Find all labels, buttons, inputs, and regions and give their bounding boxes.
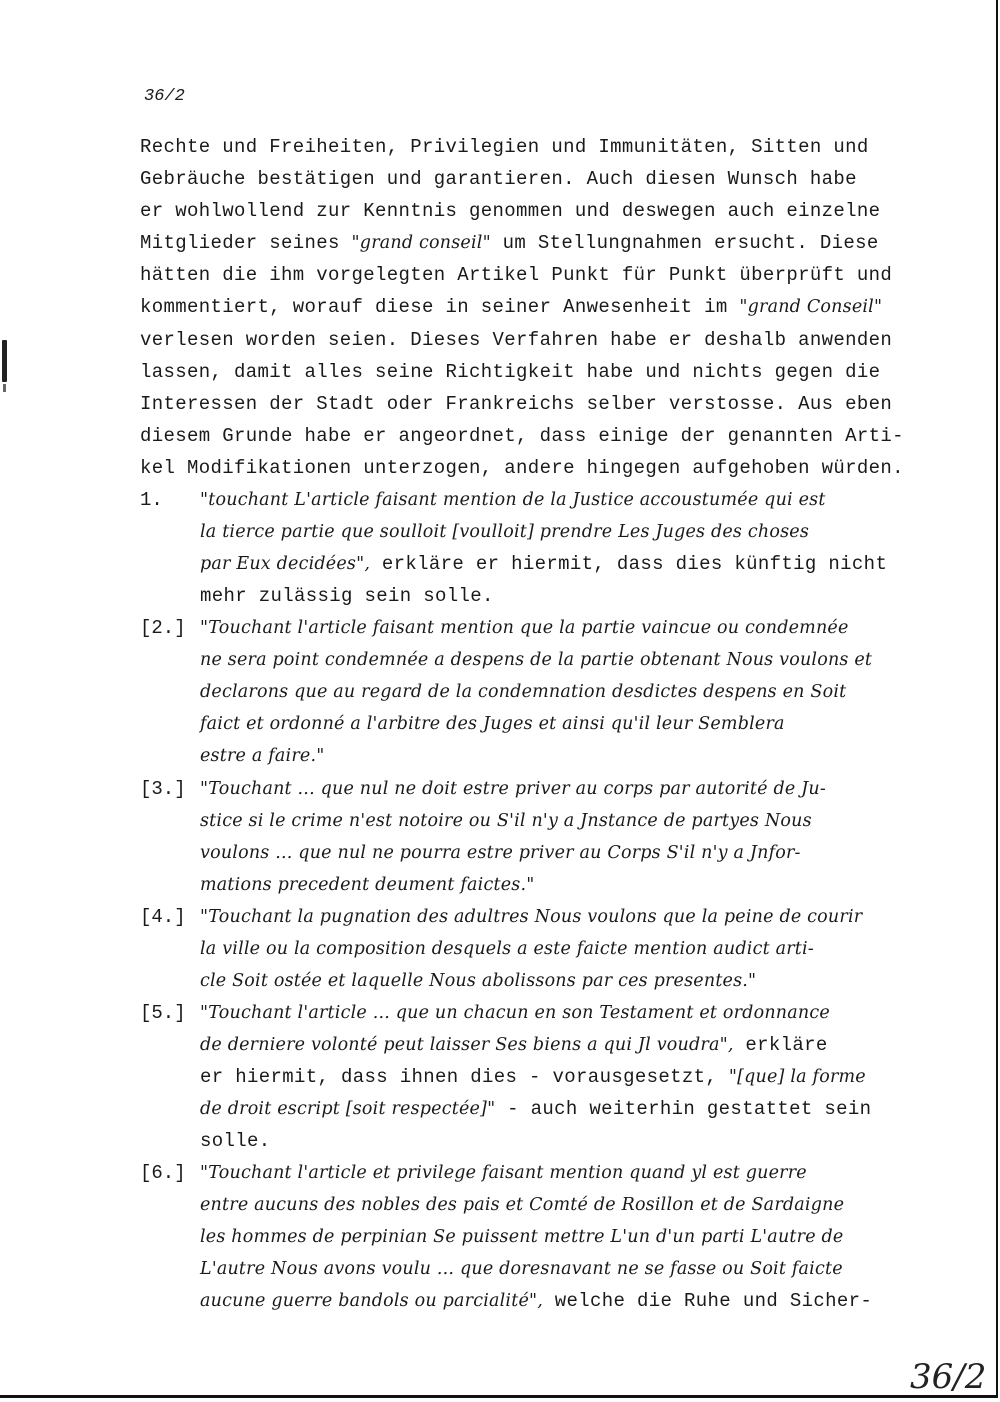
item-number: [3.] (140, 778, 186, 800)
text-line: kel Modifikationen unterzogen, andere hingegen aufgehoben würden. (140, 457, 904, 479)
text-line: Rechte und Freiheiten, Privilegien und Immunitäten, Sitten und (140, 136, 869, 158)
quote-french: "grand conseil" (351, 233, 491, 253)
handwritten-page-number: 36/2 (910, 1357, 987, 1397)
item-line (200, 1290, 872, 1312)
item-line (200, 1066, 866, 1088)
quote-french: "[que] la forme (728, 1067, 866, 1087)
item-number: [5.] (140, 1002, 186, 1024)
text-line: Gebräuche bestätigen und garantieren. Auch diesen Wunsch habe (140, 168, 857, 190)
item-number: 1. (140, 489, 163, 511)
item-line: entre aucuns des nobles des pais et Comté de Rosillon et de Sardaigne (200, 1195, 845, 1215)
item-line: stice si le crime n'est notoire ou S'il n'y a Jnstance de partyes Nous (200, 811, 812, 831)
item-line: voulons ... que nul ne pourra estre priver au Corps S'il n'y a Jnfor- (200, 843, 801, 863)
item-line: la tierce partie que soulloit [voulloit] prendre Les Juges des choses (200, 522, 810, 542)
item-number: [2.] (140, 617, 186, 639)
text-segment: welche die Ruhe und Sicher- (543, 1290, 873, 1312)
text-line: er wohlwollend zur Kenntnis genommen und deswegen auch einzelne (140, 200, 881, 222)
item-line: les hommes de perpinian Se puissent mettre L'un d'un parti L'autre de (200, 1227, 844, 1247)
quote-french: aucune guerre bandols ou parcialité", (200, 1291, 544, 1311)
item-line: mations precedent deument faictes." (200, 875, 535, 895)
item-number: [6.] (140, 1162, 186, 1184)
text-line: verlesen worden seien. Dieses Verfahren habe er deshalb anwenden (140, 329, 893, 351)
item-line: "Touchant la pugnation des adultres Nous voulons que la peine de courir (200, 907, 863, 927)
item-line: estre a faire." (200, 746, 325, 766)
quote-french: de droit escript [soit respectée]" (200, 1099, 496, 1119)
text-segment: erkläre er hiermit, dass dies künftig nicht (370, 553, 888, 575)
text-segment: um Stellungnahmen ersucht. Diese (490, 232, 879, 254)
text-line: diesem Grunde habe er angeordnet, dass einige der genannten Arti- (140, 425, 904, 447)
item-line: "touchant L'article faisant mention de la Justice accoustumée qui est (200, 490, 826, 510)
text-segment: - auch weiterhin gestattet sein (495, 1098, 872, 1120)
item-line (200, 1034, 828, 1056)
text-segment: er hiermit, dass ihnen dies - vorausgesetzt, (200, 1066, 729, 1088)
text-line: lassen, damit alles seine Richtigkeit habe und nichts gegen die (140, 361, 881, 383)
item-number: [4.] (140, 906, 186, 928)
text-segment: kommentiert, worauf diese in seiner Anwesenheit im (140, 296, 740, 318)
item-line: "Touchant ... que nul ne doit estre priver au corps par autorité de Ju- (200, 779, 826, 799)
item-line: "Touchant l'article ... que un chacun en son Testament et ordonnance (200, 1003, 830, 1023)
item-line: "Touchant l'article et privilege faisant mention quand yl est guerre (200, 1163, 807, 1183)
page-number: 36/2 (144, 87, 185, 106)
item-line: mehr zulässig sein solle. (200, 585, 494, 607)
item-line (200, 1098, 871, 1120)
item-line: faict et ordonné a l'arbitre des Juges et ainsi qu'il leur Semblera (200, 714, 785, 734)
scan-edge-mark (2, 340, 7, 382)
item-line (200, 553, 887, 575)
item-line: "Touchant l'article faisant mention que la partie vaincue ou condemnée (200, 618, 849, 638)
text-line (140, 232, 879, 254)
quote-french: de derniere volonté peut laisser Ses biens a qui Jl voudra", (200, 1035, 734, 1055)
item-line: L'autre Nous avons voulu ... que doresnavant ne se fasse ou Soit faicte (200, 1259, 843, 1279)
item-line: solle. (200, 1130, 271, 1152)
item-line: cle Soit ostée et laquelle Nous abolissons par ces presentes." (200, 971, 757, 991)
text-segment: erkläre (733, 1034, 828, 1056)
text-line (140, 296, 882, 318)
item-line: la ville ou la composition desquels a este faicte mention audict arti- (200, 939, 814, 959)
text-line: hätten die ihm vorgelegten Artikel Punkt für Punkt überprüft und (140, 264, 893, 286)
quote-french: par Eux decidées", (200, 554, 371, 574)
text-line: Interessen der Stadt oder Frankreichs selber verstosse. Aus eben (140, 393, 893, 415)
item-line: ne sera point condemnée a despens de la partie obtenant Nous voulons et (200, 650, 873, 670)
text-segment: Mitglieder seines (140, 232, 352, 254)
scan-edge-mark-small (3, 384, 6, 392)
item-line: declarons que au regard de la condemnation desdictes despens en Soit (200, 682, 847, 702)
quote-french: "grand Conseil" (739, 297, 883, 317)
